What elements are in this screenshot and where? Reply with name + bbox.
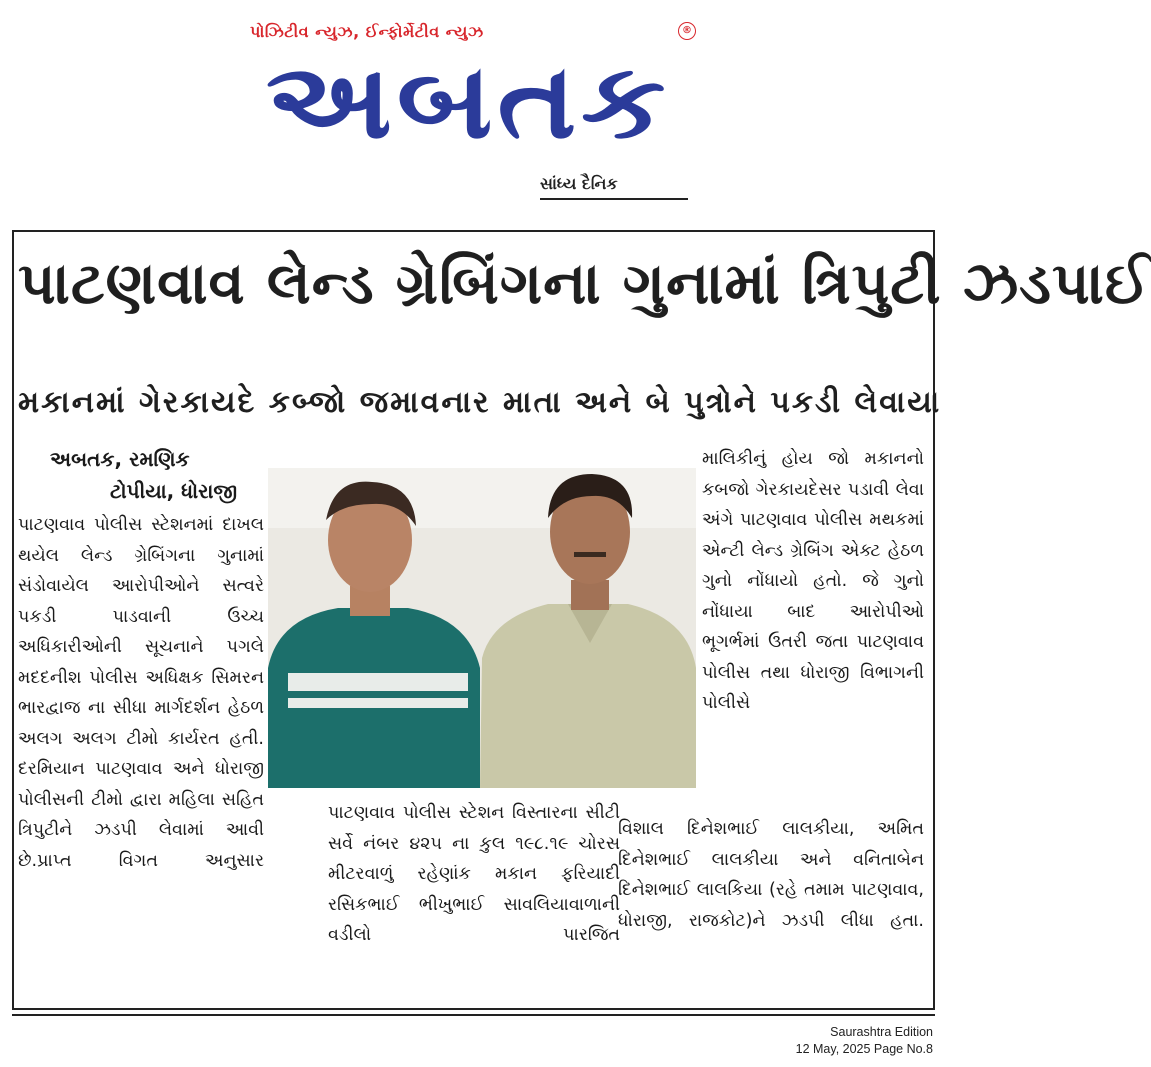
article-column-right <box>702 444 924 814</box>
column-middle-text: પાટણવાવ પોલીસ સ્ટેશન વિસ્તારના સીટી સર્વે નંબર ૪૨૫ ના કુલ ૧૯૮.૧૯ ચોરસ મીટરવાળું રહેણાંક મકાન ફરિયાદી રસિકભાઈ ભીખુભાઈ સાવલિયાવાળાની વડીલો પારજિત <box>328 803 620 945</box>
article-photo <box>268 468 696 788</box>
edition-name: Saurashtra Edition <box>830 1025 933 1039</box>
logo-underline <box>540 198 688 200</box>
byline-line1: અબતક, રમણિક <box>50 447 190 471</box>
column-right-text: માલિકીનું હોય જો મકાનનો કબજો ગેરકાયદેસર પડાવી લેવા અંગે પાટણવાવ પોલીસ મથકમાં એન્ટી લેન્ડ ગ્રેબિંગ એક્ટ હેઠળ ગુનો નોંધાયો હતો. જે ગુનો નોંધાયા બાદ આરોપીઓ ભૂગર્ભમાં ઉતરી જતા પાટણવાવ પોલીસ તથા ધોરાજી વિભાગની પોલીસે <box>702 449 924 713</box>
article-column-right-continued <box>618 814 924 1000</box>
edition-date-page: 12 May, 2025 Page No.8 <box>795 1042 933 1056</box>
article-headline: પાટણવાવ લેન્ડ ગ્રેબિંગના ગુનામાં ત્રિપુટી ઝડપાઈ <box>18 249 1151 317</box>
logo-subtitle: સાંધ્ય દૈનિક <box>540 174 618 193</box>
column-left-text: પાટણવાવ પોલીસ સ્ટેશનમાં દાખલ થયેલ લેન્ડ ગ્રેબિંગના ગુનામાં સંડોવાયેલ આરોપીઓને સત્વરે પકડી પાડવાની ઉચ્ચ અધિકારીઓની સૂચનાને પગલે મદદનીશ પોલીસ અધિક્ષક સિમરન ભારદ્વાજ ના સીધા માર્ગદર્શન હેઠળ અલગ અલગ ટીમો કાર્યરત હતી. દરમિયાન પાટણવાવ અને ધોરાજી પોલીસની ટીમો દ્વારા મહિલા સહિત ત્રિપુટીને ઝડપી લેવામાં આવી છે.પ્રાપ્ત વિગત અનુસાર <box>18 515 264 871</box>
newspaper-logo: અબતક <box>265 40 671 162</box>
byline-line2: ટોપીયા, ધોરાજી <box>110 479 238 503</box>
edition-info <box>673 1024 933 1058</box>
footer-rule <box>12 1014 935 1016</box>
article-subheadline: મકાનમાં ગેરકાયદે કબ્જો જમાવનાર માતા અને બે પુત્રોને પકડી લેવાયા <box>18 385 942 420</box>
column-right-continued-text: વિશાલ દિનેશભાઈ લાલકીયા, અમિત દિનેશભાઈ લાલકીયા અને વનિતાબેન દિનેશભાઈ લાલકિયા (રહે તમામ પાટણવાવ, ધોરાજી, રાજકોટ)ને ઝડપી લીધા હતા. <box>618 819 924 931</box>
masthead-tagline: પોઝિટીવ ન્યુઝ, ઈન્ફોર્મેટીવ ન્યુઝ <box>250 22 484 41</box>
article-column-middle <box>328 798 620 998</box>
photo-illustration <box>268 468 696 788</box>
registered-mark-icon: ® <box>678 22 696 40</box>
article-column-left <box>18 510 264 1000</box>
